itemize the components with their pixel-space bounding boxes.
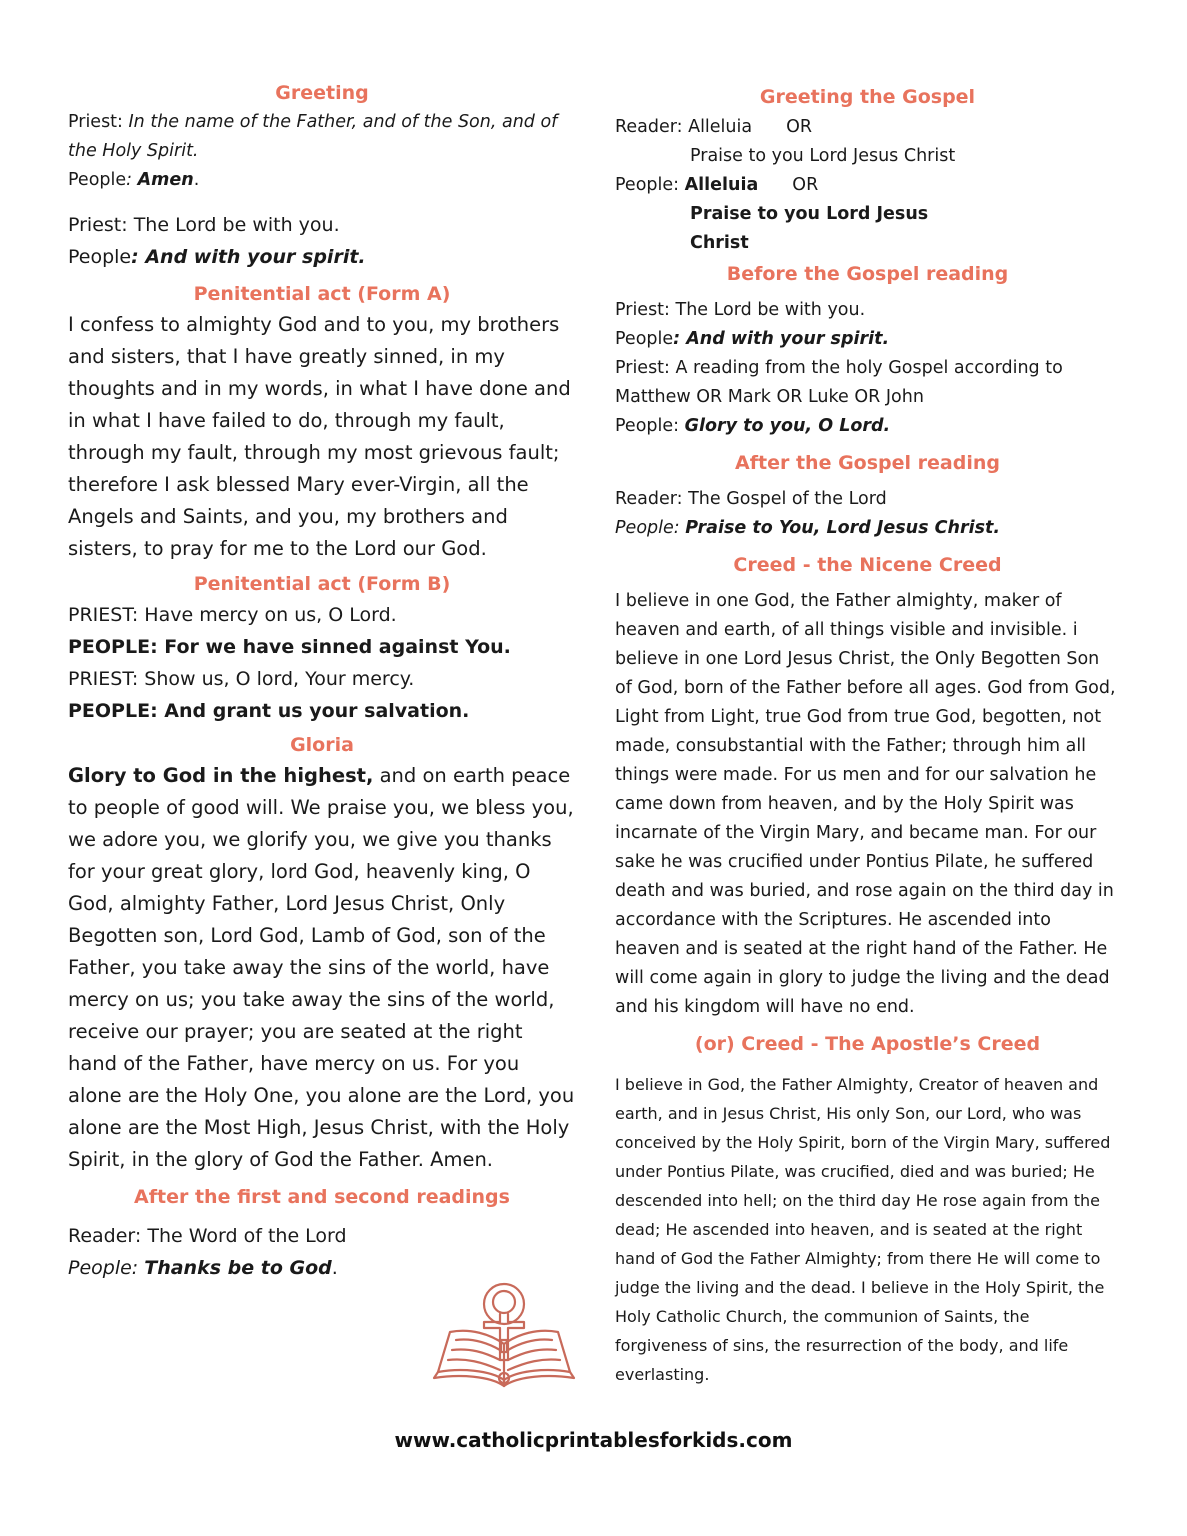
left-column bbox=[68, 78, 576, 1284]
penitential-b-heading: Penitential act (Form B) bbox=[193, 573, 451, 595]
before-gospel-line2: People: And with your spirit. bbox=[615, 329, 890, 349]
before-gospel-line3: Priest: A reading from the holy Gospel according to Matthew OR Mark OR Luke OR John bbox=[615, 358, 1063, 407]
greeting-priest-line: Priest: In the name of the Father, and of the Son, and of the Holy Spirit. bbox=[68, 112, 558, 161]
greeting-gospel-people-line: People: Alleluia OR bbox=[615, 175, 819, 195]
after-gospel-reader: Reader: The Gospel of the Lord bbox=[615, 489, 887, 509]
greeting-gospel-reader-praise: Praise to you Lord Jesus Christ bbox=[690, 146, 956, 166]
greeting-people2-line: People: And with your spirit. bbox=[68, 246, 366, 268]
greeting-people-line: People: Amen. bbox=[68, 170, 200, 190]
footer-url: www.catholicprintablesforkids.com bbox=[394, 1428, 793, 1452]
gloria-text: Glory to God in the highest, and on earth peace to people of good will. We praise you, we bless you, we adore you, we glorify you, we give you thanks for your great glory, lord God, heavenly king, O God, almighty Father, Lord Jesus Christ, Only Begotten son, Lord God, Lamb of God, son of the Father, you take away the sins of the world, have mercy on us; you take away the sins of the world, receive our prayer; you are seated at the right hand of the Father, have mercy on us. For you alone are the Holy One, you alone are the Lord, you alone are the Most High, Jesus Christ, with the Holy Spirit, in the glory of God the Father. Amen. bbox=[68, 764, 575, 1171]
after-gospel-heading: After the Gospel reading bbox=[735, 452, 1000, 474]
before-gospel-heading: Before the Gospel reading bbox=[726, 263, 1009, 285]
nicene-heading: Creed - the Nicene Creed bbox=[733, 554, 1002, 576]
penitential-b-line3: PRIEST: Show us, O lord, Your mercy. bbox=[68, 668, 415, 690]
greeting-gospel-people-praise-2: Christ bbox=[690, 233, 749, 253]
greeting-gospel-reader-line: Reader: Alleluia OR bbox=[615, 117, 813, 137]
penitential-b-line4: PEOPLE: And grant us your salvation. bbox=[68, 700, 470, 722]
apostles-text: I believe in God, the Father Almighty, Creator of heaven and earth, and in Jesus Christ, His only Son, our Lord, who was conceived by the Holy Spirit, born of the Virgin Mary, suffered under Pontius Pilate, was crucified, died and was buried; He descended into hell; on the third day He rose again from the dead; He ascended into heaven, and is seated at the right hand of God the Father Almighty; from there He will come to judge the living and the dead. I believe in the Holy Spirit, the Holy Catholic Church, the communion of Saints, the forgiveness of sins, the resurrection of the body, and life everlasting. bbox=[615, 1075, 1111, 1384]
penitential-b-line1: PRIEST: Have mercy on us, O Lord. bbox=[68, 604, 397, 626]
penitential-a-heading: Penitential act (Form A) bbox=[193, 283, 451, 305]
before-gospel-line1: Priest: The Lord be with you. bbox=[615, 300, 866, 320]
nicene-text: I believe in one God, the Father almighty, maker of heaven and earth, of all things visible and invisible. i believe in one Lord Jesus Christ, the Only Begotten Son of God, born of the Father before all ages. God from God, Light from Light, true God from true God, begotten, not made, consubstantial with the Father; through him all things were made. For us men and for our salvation he came down from heaven, and by the Holy Spirit was incarnate of the Virgin Mary, and became man. For our sake he was crucified under Pontius Pilate, he suffered death and was buried, and rose again on the third day in accordance with the Scriptures. He ascended into heaven and is seated at the right hand of the Father. He will come again in glory to judge the living and the dead and his kingdom will have no end. bbox=[615, 591, 1116, 1017]
penitential-a-text: I confess to almighty God and to you, my brothers and sisters, that I have greatly sinned, in my thoughts and in my words, in what I have done and in what I have failed to do, through my fault, through my fault, through my most grievous fault; therefore I ask blessed Mary ever-Virgin, all the Angels and Saints, and you, my brothers and sisters, to pray for me to the Lord our God. bbox=[68, 313, 571, 560]
after-readings-people: People: Thanks be to God. bbox=[68, 1257, 338, 1279]
greeting-gospel-people-praise-1: Praise to you Lord Jesus bbox=[690, 204, 929, 224]
gloria-heading: Gloria bbox=[290, 734, 354, 756]
after-readings-heading: After the first and second readings bbox=[134, 1186, 510, 1208]
after-gospel-people: People: Praise to You, Lord Jesus Christ. bbox=[615, 518, 1001, 538]
greeting-priest2-line: Priest: The Lord be with you. bbox=[68, 214, 340, 236]
cross-bible-icon bbox=[430, 1282, 578, 1390]
penitential-b-line2: PEOPLE: For we have sinned against You. bbox=[68, 636, 511, 658]
greeting-heading: Greeting bbox=[275, 82, 369, 104]
after-readings-reader: Reader: The Word of the Lord bbox=[68, 1225, 347, 1247]
before-gospel-line4: People: Glory to you, O Lord. bbox=[615, 416, 891, 436]
apostles-heading: (or) Creed - The Apostle’s Creed bbox=[694, 1033, 1041, 1055]
greeting-gospel-heading: Greeting the Gospel bbox=[759, 86, 976, 108]
right-column bbox=[615, 78, 1120, 1389]
